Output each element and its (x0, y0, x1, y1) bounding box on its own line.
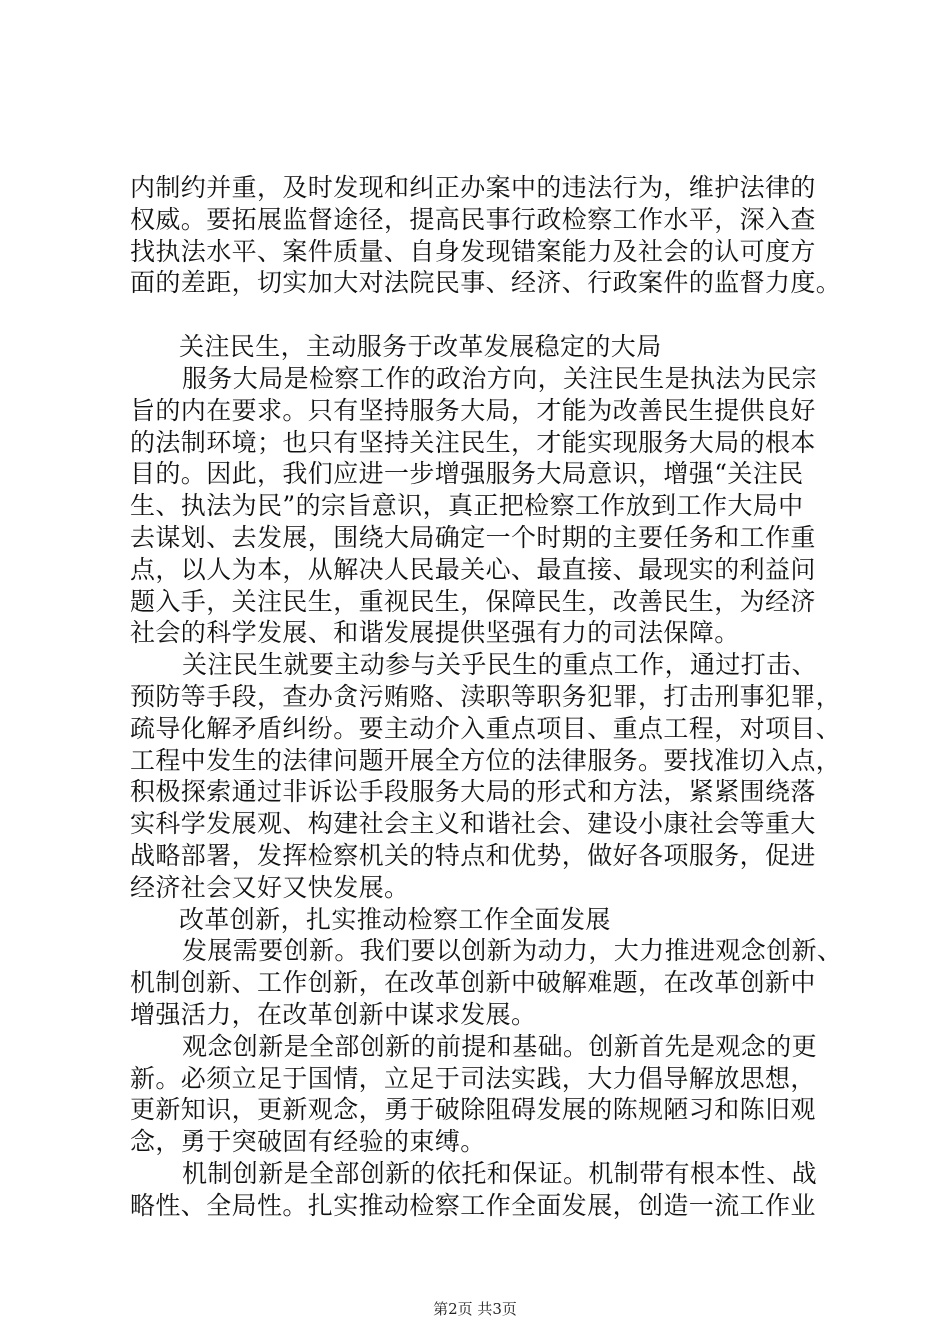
text-line: 权威。要拓展监督途径，提高民事行政检察工作水平，深入查 (130, 204, 816, 234)
document-body (130, 172, 850, 1222)
text-line: 实科学发展观、构建社会主义和谐社会、建设小康社会等重大 (130, 809, 816, 839)
text-line: 点，以人为本，从解决人民最关心、最直接、最现实的利益问 (130, 554, 816, 584)
text-line: 的法制环境；也只有坚持关注民生，才能实现服务大局的根本 (130, 427, 816, 457)
text-line: 机制创新是全部创新的依托和保证。机制带有根本性、战 (182, 1158, 818, 1188)
text-line: 内制约并重，及时发现和纠正办案中的违法行为，维护法律的 (130, 173, 816, 202)
text-line: 预防等手段，查办贪污贿赂、渎职等职务犯罪，打击刑事犯罪， (130, 681, 842, 711)
text-line: 关注民生就要主动参与关乎民生的重点工作，通过打击、 (182, 650, 818, 680)
text-line: 念，勇于突破固有经验的束缚。 (130, 1127, 486, 1157)
text-line: 积极探索通过非诉讼手段服务大局的形式和方法，紧紧围绕落 (130, 777, 816, 807)
page-footer: 第2页 共3页 (433, 1300, 517, 1318)
text-line: 增强活力，在改革创新中谋求发展。 (130, 999, 537, 1029)
text-line: 发展需要创新。我们要以创新为动力，大力推进观念创新、 (182, 936, 843, 966)
text-line: 经济社会又好又快发展。 (130, 872, 410, 902)
text-line: 机制创新、工作创新，在改革创新中破解难题，在改革创新中 (130, 968, 816, 998)
text-line: 略性、全局性。扎实推动检察工作全面发展，创造一流工作业 (130, 1190, 816, 1220)
text-line: 生、执法为民”的宗旨意识，真正把检察工作放到工作大局中 (130, 491, 804, 521)
text-line: 战略部署，发挥检察机关的特点和优势，做好各项服务，促进 (130, 840, 816, 870)
text-line: 服务大局是检察工作的政治方向，关注民生是执法为民宗 (182, 363, 818, 393)
text-line: 旨的内在要求。只有坚持服务大局，才能为改善民生提供良好 (130, 395, 816, 425)
text-line: 工程中发生的法律问题开展全方位的法律服务。要找准切入点， (130, 745, 842, 775)
text-line: 疏导化解矛盾纠纷。要主动介入重点项目、重点工程，对项目、 (130, 713, 842, 743)
text-line: 找执法水平、案件质量、自身发现错案能力及社会的认可度方 (130, 236, 816, 266)
text-line: 面的差距，切实加大对法院民事、经济、行政案件的监督力度。 (130, 268, 842, 298)
text-line: 社会的科学发展、和谐发展提供坚强有力的司法保障。 (130, 618, 740, 648)
text-line: 观念创新是全部创新的前提和基础。创新首先是观念的更 (182, 1031, 818, 1061)
section-heading-line: 改革创新，扎实推动检察工作全面发展 (179, 904, 611, 934)
section-heading-line: 关注民生，主动服务于改革发展稳定的大局 (179, 332, 662, 362)
text-line: 目的。因此，我们应进一步增强服务大局意识，增强“关注民 (130, 459, 804, 489)
text-line: 去谋划、去发展，围绕大局确定一个时期的主要任务和工作重 (130, 522, 816, 552)
paragraph-gap (130, 299, 850, 331)
text-line: 更新知识，更新观念，勇于破除阻碍发展的陈规陋习和陈旧观 (130, 1095, 816, 1125)
text-line: 题入手，关注民生，重视民生，保障民生，改善民生，为经济 (130, 586, 816, 616)
text-line: 新。必须立足于国情，立足于司法实践，大力倡导解放思想， (130, 1063, 816, 1093)
